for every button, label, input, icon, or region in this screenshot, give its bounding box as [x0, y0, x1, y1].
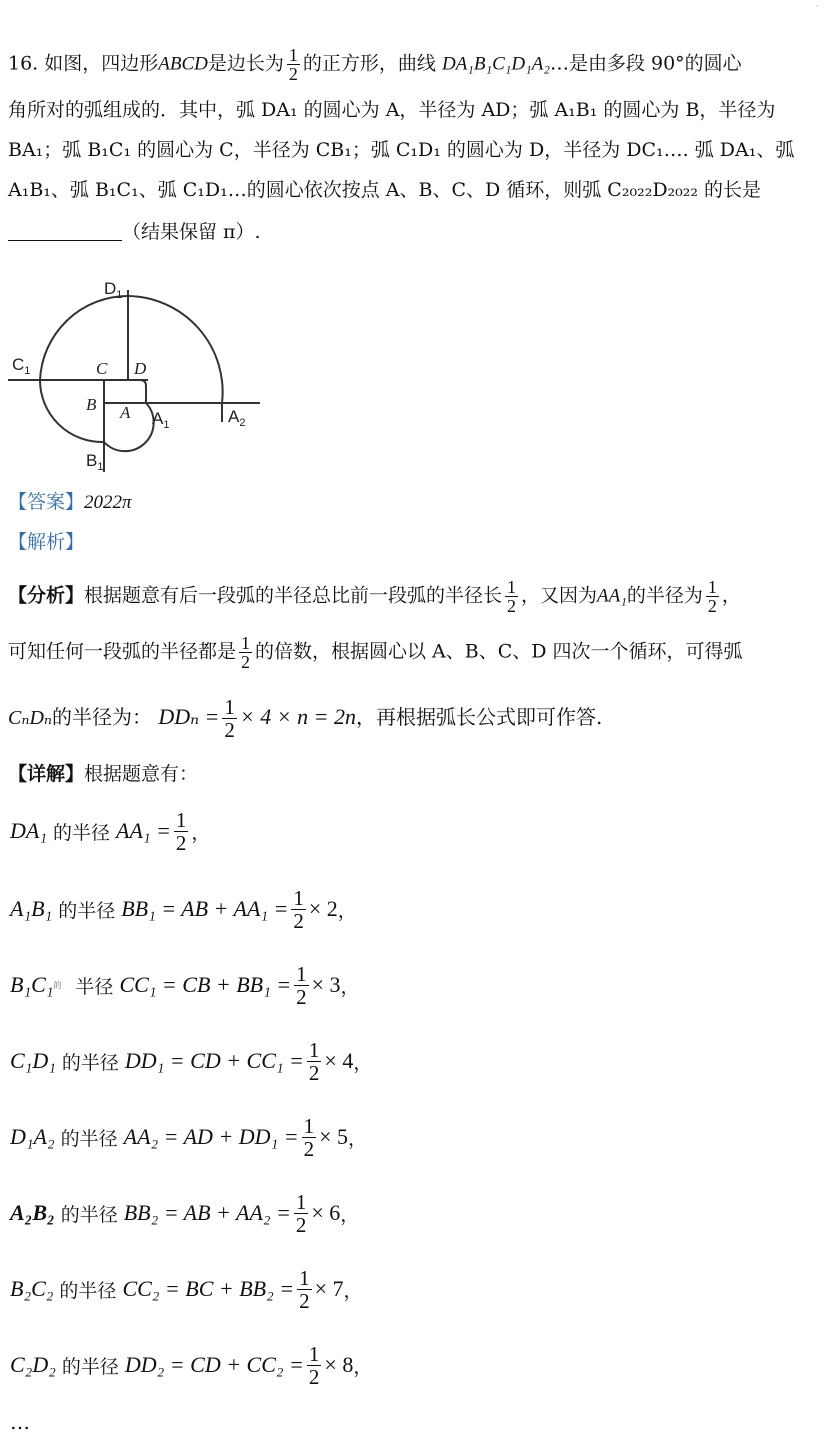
answer-tag: 【答案】	[8, 491, 85, 513]
label-a2: $A_2$	[228, 407, 246, 429]
analysis-line-2: 可知任何一段弧的半径都是 $\frac{1}{2}$ 的倍数，根据圆心以 A、B、C、D 四次一个循环，可得弧	[8, 633, 743, 672]
label-a: A	[120, 403, 131, 422]
label-d1: $D_1$	[104, 279, 123, 301]
label-b1: $B_1$	[86, 451, 104, 473]
spiral-curve	[40, 296, 223, 451]
question-line-3: BA₁；弧 B₁C₁ 的圆心为 C，半径为 CB₁；弧 C₁D₁ 的圆心为 D，半径为 DC₁…. 弧 DA₁、弧	[8, 139, 795, 161]
label-c1: $C_1$	[12, 355, 31, 377]
analysis-heading: 【解析】	[8, 531, 85, 553]
detail-row: C₂D₂ 的半径 DD₂ = CD + CC₂ = $\frac{1}{2}$ × 8 ，	[10, 1341, 373, 1389]
label-a1: $A_1$	[152, 409, 170, 431]
question-line-1: 16. 如图，四边形ABCD是边长为 $\frac{1}{2}$ 的正方形，曲线 DA₁B₁C₁D₁A₂…是由多段 90°的圆心	[8, 45, 742, 84]
label-c: C	[96, 359, 108, 378]
detail-row: A₁B₁ 的半径 BB₁ = AB + AA₁ = $\frac{1}{2}$ × 2 ，	[10, 885, 357, 933]
corner-mark: ·	[815, 2, 818, 11]
detail-row: B₁C₁ 的 半径 CC₁ = CB + BB₁ = $\frac{1}{2}$ × 3 ，	[10, 961, 360, 1009]
answer-blank	[8, 222, 122, 241]
analysis-line-1: 【分析】根据题意有后一段弧的半径总比前一段弧的半径长 $\frac{1}{2}$ ，又因为AA₁的半径为 $\frac{1}{2}$ ，	[8, 577, 741, 616]
detail-row: D₁A₂ 的半径 AA₂ = AD + DD₁ = $\frac{1}{2}$ × 5 ，	[10, 1113, 367, 1161]
analysis-line-3: CₙDₙ的半径为： DDₙ = $\frac{1}{2}$ × 4 × n = 2n，再根据弧长公式即可作答.	[8, 695, 603, 742]
spiral-arc-figure	[4, 262, 264, 478]
label-d: D	[134, 359, 147, 378]
question-line-4: A₁B₁、弧 B₁C₁、弧 C₁D₁…的圆心依次按点 A、B、C、D 循环，则弧 C₂₀₂₂D₂₀₂₂ 的长是	[8, 179, 762, 201]
continuation-ellipsis: …	[10, 1410, 32, 1434]
label-b: B	[86, 395, 97, 414]
answer-value: 2022π	[84, 492, 132, 513]
detail-row: C₁D₁ 的半径 DD₁ = CD + CC₁ = $\frac{1}{2}$ × 4 ，	[10, 1037, 373, 1085]
fraction-half: $\frac{1}{2}$	[288, 45, 298, 84]
question-line-5: （结果保留 π）.	[8, 218, 834, 246]
detail-heading: 【详解】根据题意有：	[8, 763, 199, 785]
detail-row: DA₁ 的半径 AA₁ = $\frac{1}{2}$ ，	[10, 807, 211, 855]
question-line-2: 角所对的弧组成的．其中，弧 DA₁ 的圆心为 A，半径为 AD；弧 A₁B₁ 的圆心为 B，半径为	[8, 99, 776, 121]
question-number: 16.	[8, 52, 39, 75]
detail-row: B₂C₂ 的半径 CC₂ = BC + BB₂ = $\frac{1}{2}$ × 7 ，	[10, 1265, 363, 1313]
answer-line	[8, 488, 834, 517]
detail-row: A₂B₂ 的半径 BB₂ = AB + AA₂ = $\frac{1}{2}$ × 6 ，	[10, 1189, 360, 1237]
square-corner	[128, 380, 146, 403]
